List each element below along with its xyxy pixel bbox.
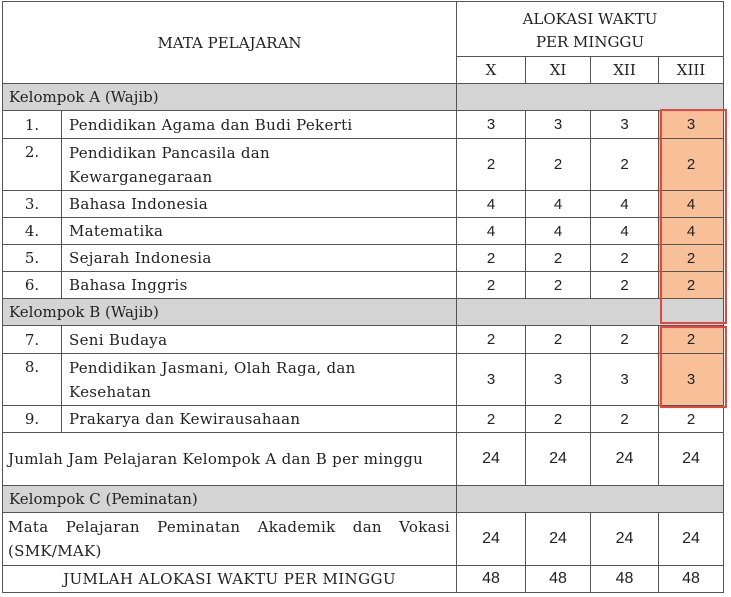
hours-xi: 4: [526, 218, 591, 245]
hours-x: 2: [457, 326, 526, 354]
table-row: [3, 354, 724, 406]
hours-xii: 2: [591, 245, 659, 272]
hours-xiii: 2: [659, 139, 724, 191]
group-b-row: [3, 299, 724, 326]
hours-xiii: 4: [659, 191, 724, 218]
subject-column-header: MATA PELAJARAN: [3, 2, 457, 84]
hours-x: 3: [457, 354, 526, 406]
group-c-row: [3, 486, 724, 513]
hours-xiii: 2: [659, 326, 724, 354]
subject-name: Bahasa Inggris: [62, 272, 457, 299]
subject-name: Pendidikan Agama dan Budi Pekerti: [62, 111, 457, 139]
row-number: 9.: [3, 406, 62, 433]
hours-xii: 2: [591, 326, 659, 354]
hours-xiii: 2: [659, 245, 724, 272]
grand-total-xiii: 48: [659, 566, 724, 593]
hours-xii: 3: [591, 111, 659, 139]
hours-xi: 2: [526, 272, 591, 299]
table-row: [3, 245, 724, 272]
table-row: [3, 111, 724, 139]
grand-total-x: 48: [457, 566, 526, 593]
group-c-subject-row: [3, 513, 724, 566]
row-number: 2.: [3, 139, 62, 191]
grand-total-xii: 48: [591, 566, 659, 593]
curriculum-table: [2, 1, 724, 593]
header-row: [3, 2, 724, 57]
hours-x: 2: [457, 406, 526, 433]
hours-x: 4: [457, 218, 526, 245]
hours-xii: 2: [591, 272, 659, 299]
total-ab-row: [3, 433, 724, 486]
hours-xiii: 4: [659, 218, 724, 245]
total-ab-label: Jumlah Jam Pelajaran Kelompok A dan B per minggu: [3, 433, 457, 486]
table-row: [3, 139, 724, 191]
grand-total-row: [3, 566, 724, 593]
grade-header-xiii: XIII: [659, 57, 724, 84]
subject-name: Seni Budaya: [62, 326, 457, 354]
group-c-hours-x: 24: [457, 513, 526, 566]
subject-name: Prakarya dan Kewirausahaan: [62, 406, 457, 433]
hours-x: 2: [457, 139, 526, 191]
group-c-fill: [457, 486, 724, 513]
grade-header-xi: XI: [526, 57, 591, 84]
hours-xi: 3: [526, 111, 591, 139]
hours-xii: 4: [591, 191, 659, 218]
grand-total-label: JUMLAH ALOKASI WAKTU PER MINGGU: [3, 566, 457, 593]
hours-xii: 4: [591, 218, 659, 245]
group-a-fill: [457, 84, 724, 111]
group-a-label: Kelompok A (Wajib): [3, 84, 457, 111]
hours-x: 2: [457, 245, 526, 272]
group-c-hours-xiii: 24: [659, 513, 724, 566]
group-a-row: [3, 84, 724, 111]
subject-name: Bahasa Indonesia: [62, 191, 457, 218]
grade-header-xii: XII: [591, 57, 659, 84]
allocation-header-line2: PER MINGGU: [535, 32, 645, 51]
group-c-hours-xii: 24: [591, 513, 659, 566]
hours-x: 4: [457, 191, 526, 218]
grand-total-xi: 48: [526, 566, 591, 593]
hours-xi: 3: [526, 354, 591, 406]
row-number: 1.: [3, 111, 62, 139]
row-number: 4.: [3, 218, 62, 245]
table-row: [3, 326, 724, 354]
subject-name: Pendidikan Jasmani, Olah Raga, dan Kesehatan: [62, 354, 457, 406]
total-ab-xiii: 24: [659, 433, 724, 486]
group-c-hours-xi: 24: [526, 513, 591, 566]
table-row: [3, 218, 724, 245]
subject-name: Pendidikan Pancasila dan Kewarganegaraan: [62, 139, 457, 191]
total-ab-xi: 24: [526, 433, 591, 486]
subject-name: Sejarah Indonesia: [62, 245, 457, 272]
table-row: [3, 191, 724, 218]
hours-xi: 2: [526, 406, 591, 433]
row-number: 5.: [3, 245, 62, 272]
grade-header-x: X: [457, 57, 526, 84]
row-number: 8.: [3, 354, 62, 406]
row-number: 6.: [3, 272, 62, 299]
group-b-label: Kelompok B (Wajib): [3, 299, 457, 326]
allocation-header: [457, 2, 724, 57]
hours-xi: 4: [526, 191, 591, 218]
row-number: 7.: [3, 326, 62, 354]
hours-xii: 2: [591, 139, 659, 191]
table-row: [3, 272, 724, 299]
hours-xiii: 2: [659, 272, 724, 299]
hours-xiii: 3: [659, 354, 724, 406]
allocation-header-line1: ALOKASI WAKTU: [522, 9, 658, 28]
hours-xiii: 2: [659, 406, 724, 433]
group-c-subject-label: Mata Pelajaran Peminatan Akademik dan Vokasi (SMK/MAK): [3, 513, 457, 566]
hours-x: 2: [457, 272, 526, 299]
curriculum-table-wrapper: [2, 1, 724, 593]
total-ab-x: 24: [457, 433, 526, 486]
group-b-fill: [457, 299, 724, 326]
total-ab-xii: 24: [591, 433, 659, 486]
hours-x: 3: [457, 111, 526, 139]
subject-name: Matematika: [62, 218, 457, 245]
row-number: 3.: [3, 191, 62, 218]
hours-xii: 3: [591, 354, 659, 406]
group-c-label: Kelompok C (Peminatan): [3, 486, 457, 513]
hours-xii: 2: [591, 406, 659, 433]
table-row: [3, 406, 724, 433]
hours-xi: 2: [526, 245, 591, 272]
hours-xi: 2: [526, 326, 591, 354]
hours-xiii: 3: [659, 111, 724, 139]
hours-xi: 2: [526, 139, 591, 191]
